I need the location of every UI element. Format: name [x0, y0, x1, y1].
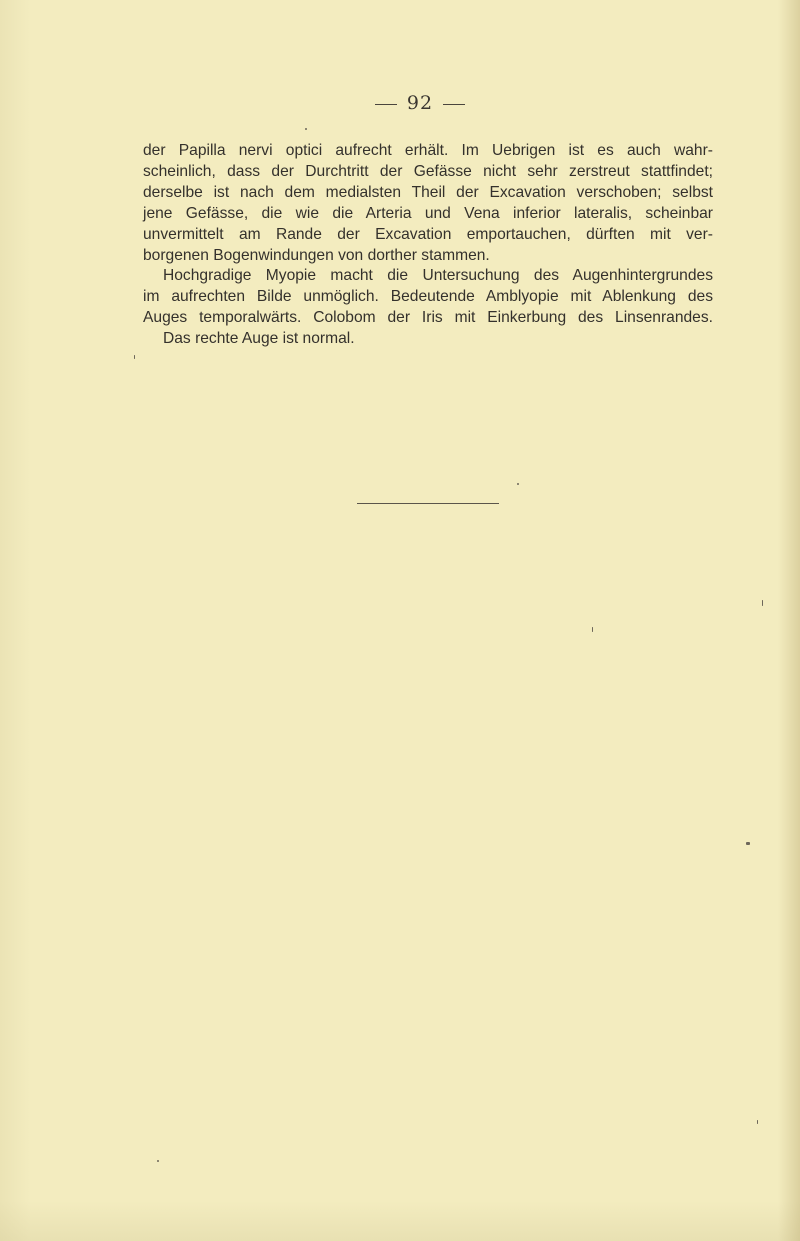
- body-text: [143, 141, 713, 350]
- page-number-dash-right: [443, 104, 465, 105]
- text-line: Hochgradige Myopie macht die Untersuchung des Augenhintergrundes: [163, 267, 713, 285]
- text-line: jene Gefässe, die wie die Arteria und Vena inferior lateralis, scheinbar: [143, 204, 713, 222]
- text-line: Auges temporalwärts. Colobom der Iris mit Einkerbung des Linsenrandes.: [143, 309, 713, 327]
- text-line: der Papilla nervi optici aufrecht erhält. Im Uebrigen ist es auch wahr-: [143, 142, 713, 159]
- page-number: [0, 92, 800, 114]
- paper-speck: [305, 128, 307, 130]
- text-line: scheinlich, dass der Durchtritt der Gefässe nicht sehr zerstreut stattfindet;: [143, 162, 713, 180]
- text-line: im aufrechten Bilde unmöglich. Bedeutende Amblyopie mit Ablenkung des: [143, 288, 713, 306]
- paper-speck: [746, 842, 750, 845]
- text-line: derselbe ist nach dem medialsten Theil der Excavation verschoben; selbst: [143, 183, 713, 201]
- paper-speck: [757, 1120, 758, 1124]
- page-number-dash-left: [375, 104, 397, 105]
- page-number-value: 92: [406, 92, 434, 114]
- paper-speck: [517, 483, 519, 485]
- paper-speck: [157, 1160, 159, 1162]
- text-line: unvermittelt am Rande der Excavation emportauchen, dürften mit ver-: [143, 225, 713, 243]
- paper-speck: [762, 600, 763, 606]
- paper-speck: [592, 627, 593, 632]
- text-line: borgenen Bogenwindungen von dorther stammen.: [143, 246, 490, 264]
- section-rule: [357, 503, 499, 504]
- text-line: Das rechte Auge ist normal.: [163, 330, 355, 348]
- paragraph-1: [143, 141, 713, 266]
- paragraph-2: [143, 266, 713, 350]
- paper-speck: [134, 355, 135, 359]
